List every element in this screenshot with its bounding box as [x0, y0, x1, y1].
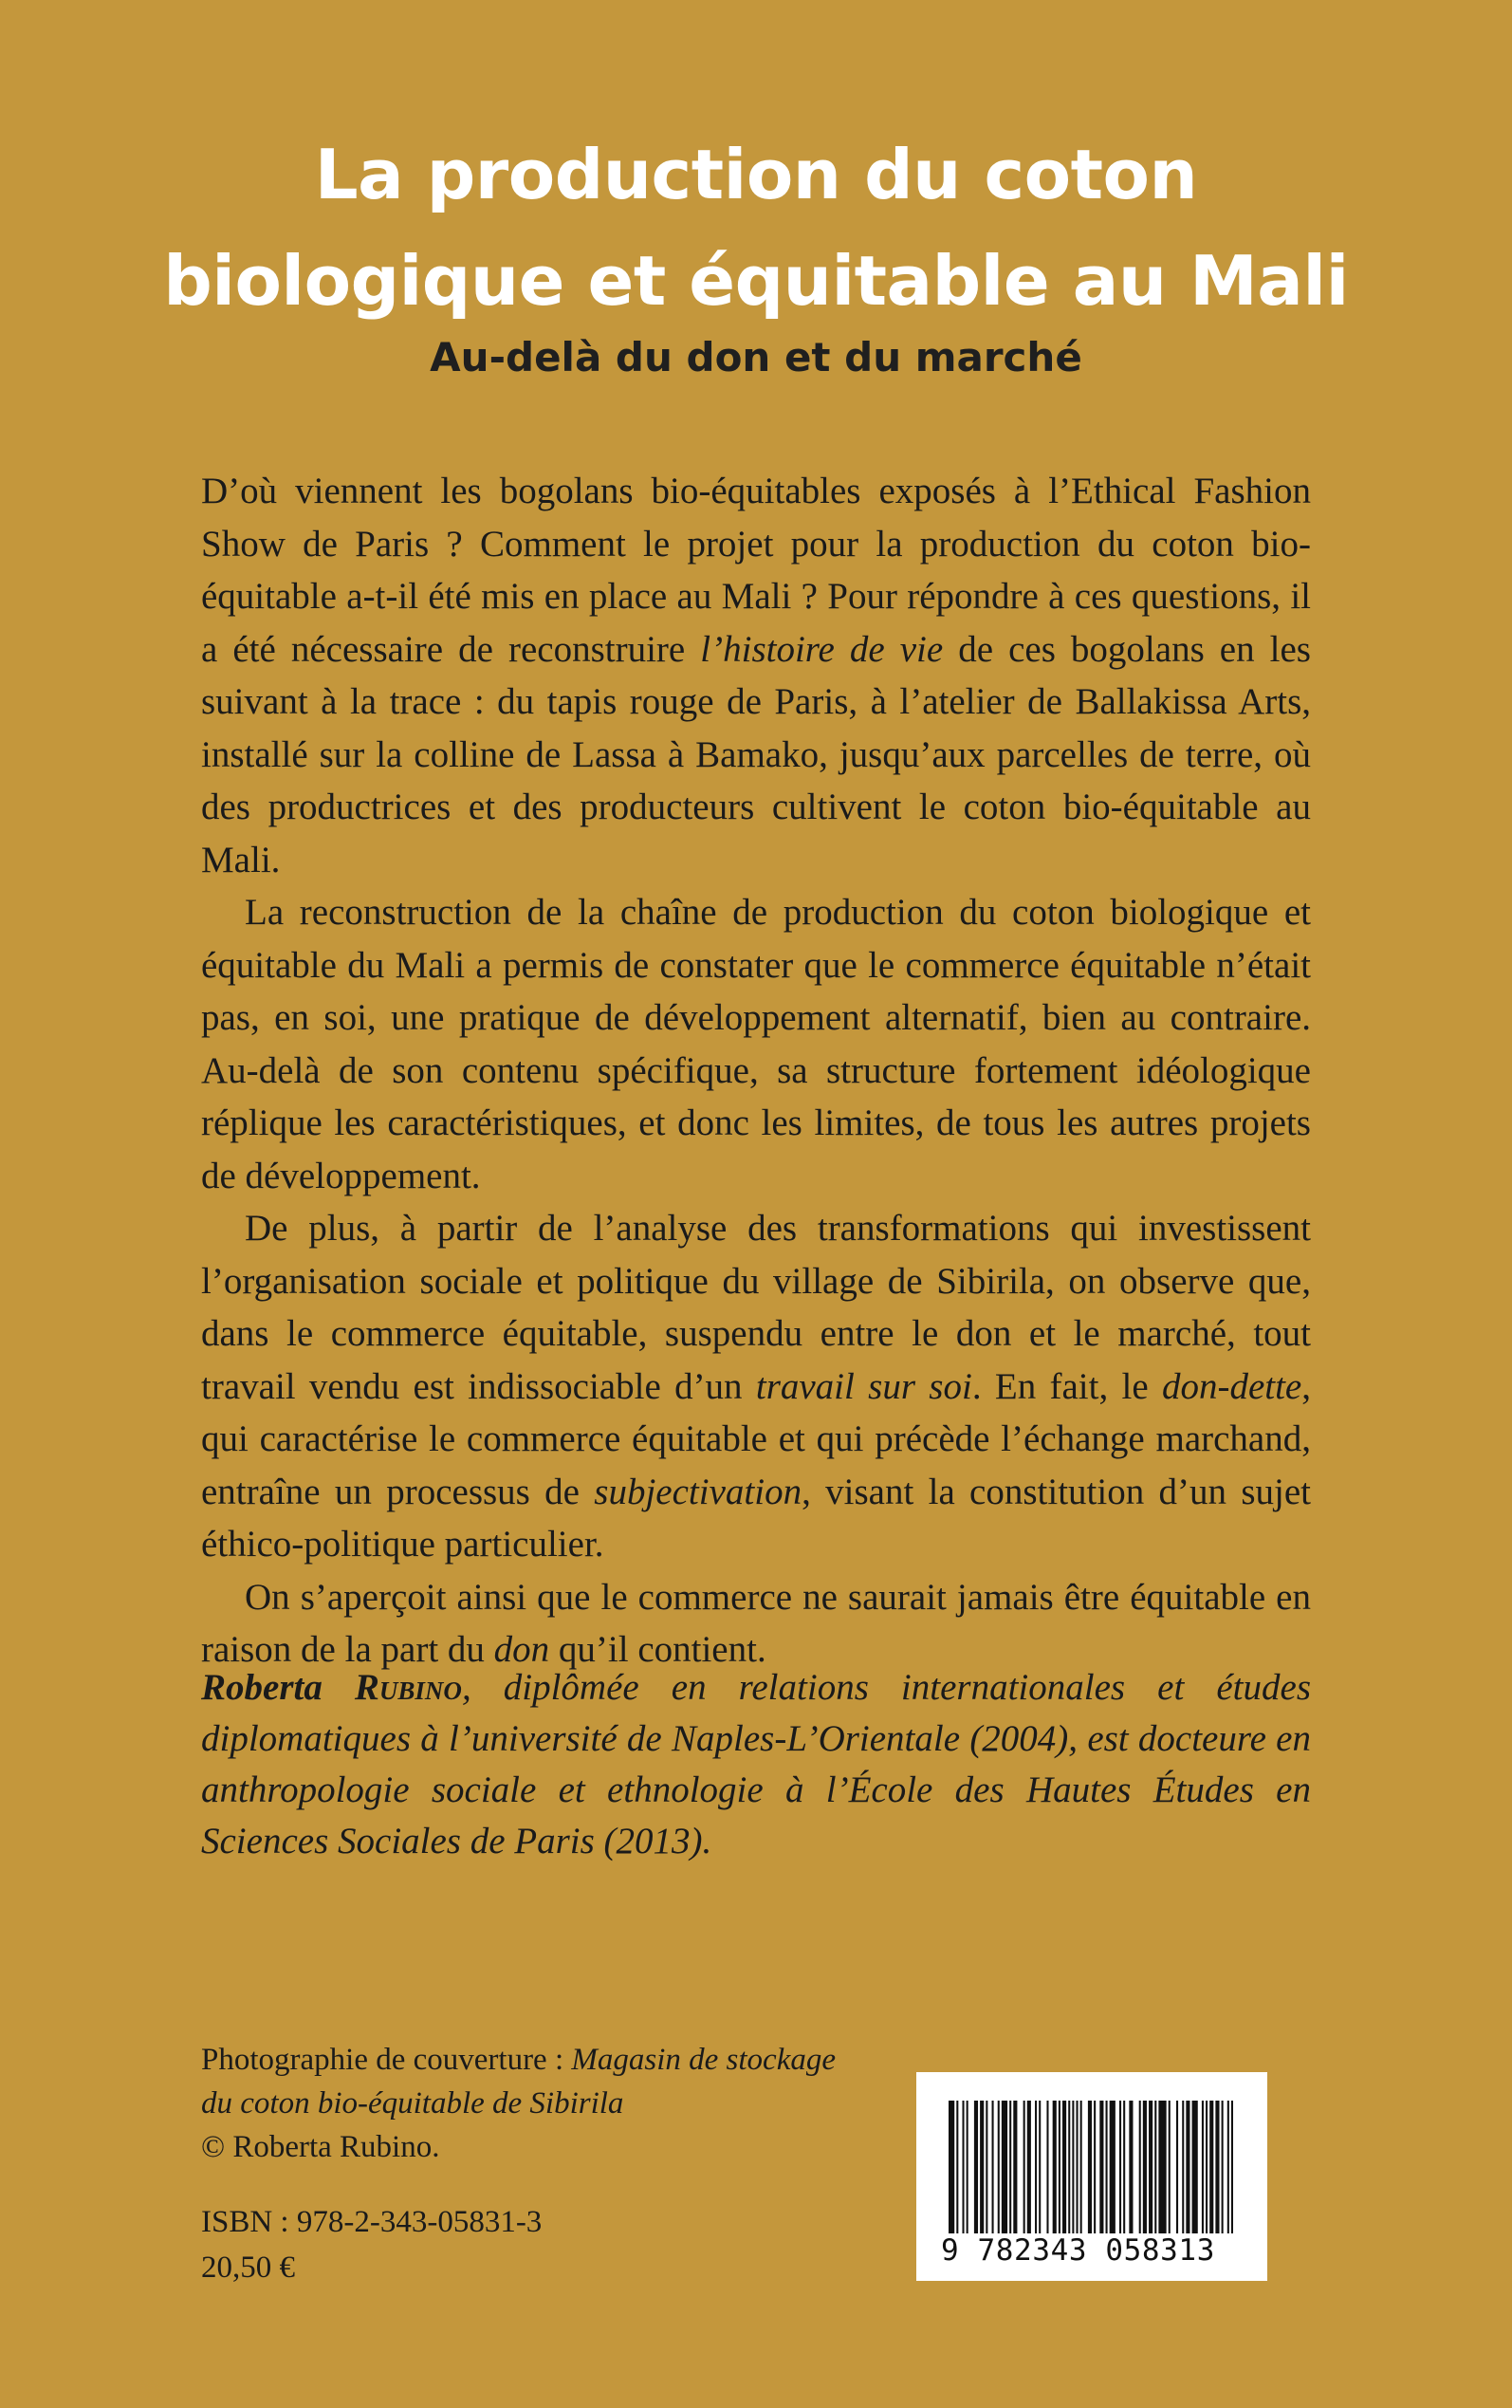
photo-credit-caption: Magasin de stockage du coton bio-équitable de Sibirila	[201, 2043, 836, 2121]
barcode-bar	[1129, 2101, 1133, 2233]
author-first-name: Roberta	[201, 1667, 355, 1708]
barcode-bar	[1094, 2101, 1096, 2233]
barcode-bar	[1202, 2101, 1204, 2233]
barcode-bar	[1139, 2101, 1141, 2233]
blurb-text: On s’aperçoit ainsi que le commerce ne saurait jamais être équitable en raison de la part du	[201, 1576, 1311, 1670]
barcode-bar	[1143, 2101, 1147, 2233]
barcode-bar	[1154, 2101, 1156, 2233]
barcode-bar	[1088, 2101, 1092, 2233]
barcode-bar	[1231, 2101, 1233, 2233]
barcode-bar	[1158, 2101, 1166, 2233]
barcode-bar	[1062, 2101, 1066, 2233]
barcode-bar	[992, 2101, 994, 2233]
title-line-2: biologique et équitable au Mali	[163, 241, 1349, 321]
blurb-text: D’où viennent les bogolans bio-équitables exposés à l’Ethical Fashion Show de Paris ? Comment le projet pour la production du coton bio-équitable a-t-il été mis en place au Mali ? Pour répondre à ces questions, il a été nécessaire de reconstruire	[201, 471, 1311, 670]
price: 20,50 €	[201, 2251, 295, 2285]
barcode-bar	[956, 2101, 958, 2233]
barcode-bar	[1009, 2101, 1011, 2233]
barcode-bar	[967, 2101, 968, 2233]
barcode-bar	[1206, 2101, 1208, 2233]
barcode-bar	[998, 2101, 1000, 2233]
barcode-bar	[1076, 2101, 1078, 2233]
barcode-bar	[1209, 2101, 1213, 2233]
blurb-paragraph-2: La reconstruction de la chaîne de production du coton biologique et équitable du Mali a permis de constater que le commerce équitable n’était pas, en soi, une pratique de développement alternatif, bien au contraire. Au-delà de son contenu spécifique, sa structure fortement idéologique réplique les caractéristiques, et donc les limites, de tous les autres projets de développement.	[201, 892, 1311, 1196]
barcode-bar	[1222, 2101, 1224, 2233]
barcode-bar	[1023, 2101, 1025, 2233]
photo-credit	[201, 2038, 865, 2169]
book-subtitle: Au-delà du don et du marché	[430, 334, 1082, 380]
blurb-emphasis: don-dette	[1161, 1365, 1302, 1407]
blurb-text: , qui caractérise le commerce équitable et qui précède l’échange marchand, entraîne un processus de	[201, 1365, 1311, 1512]
blurb-paragraph-3	[201, 1202, 1311, 1571]
barcode-bar	[1099, 2101, 1103, 2233]
barcode-bar	[1182, 2101, 1184, 2233]
barcode-bar	[1046, 2101, 1048, 2233]
barcode-bar	[980, 2101, 984, 2233]
barcode-bar	[1227, 2101, 1229, 2233]
barcode-bar	[1186, 2101, 1189, 2233]
barcode-bar	[1176, 2101, 1178, 2233]
barcode	[916, 2072, 1267, 2281]
isbn-block	[201, 2199, 542, 2290]
barcode-bar	[1123, 2101, 1125, 2233]
blurb-emphasis: subjectivation	[594, 1471, 802, 1512]
blurb-emphasis: l’histoire de vie	[700, 628, 944, 670]
barcode-digits: 9 782343 058313	[941, 2233, 1215, 2268]
barcode-bar	[962, 2101, 964, 2233]
barcode-bar	[986, 2101, 987, 2233]
back-cover-blurb	[201, 465, 1311, 1676]
barcode-bar	[1035, 2101, 1037, 2233]
barcode-bar	[1080, 2101, 1082, 2233]
barcode-bar	[1169, 2101, 1171, 2233]
barcode-bar	[1119, 2101, 1121, 2233]
barcode-bar	[1039, 2101, 1041, 2233]
barcode-bar	[1072, 2101, 1074, 2233]
barcode-bar	[1106, 2101, 1108, 2233]
book-title	[0, 121, 1512, 334]
blurb-text: . En fait, le	[971, 1365, 1162, 1407]
barcode-bar	[1059, 2101, 1060, 2233]
barcode-bar	[1053, 2101, 1057, 2233]
blurb-text: qu’il contient.	[549, 1629, 766, 1670]
barcode-bar	[949, 2101, 954, 2233]
barcode-bar	[1215, 2101, 1219, 2233]
title-line-1: La production du coton	[314, 135, 1198, 214]
barcode-bar	[1013, 2101, 1017, 2233]
blurb-paragraph-4	[201, 1571, 1311, 1676]
blurb-emphasis: travail sur soi	[755, 1365, 972, 1407]
photo-copyright: © Roberta Rubino.	[201, 2130, 440, 2164]
author-bio-text: , diplômée en relations internationales et études diplomatiques à l’université de Naples-L’Orientale (2004), est docteure en anthropologie sociale et ethnologie à l’École des Hautes Études en Sciences Sociales de Paris (2013).	[201, 1667, 1311, 1862]
barcode-bar	[1149, 2101, 1152, 2233]
blurb-emphasis: don	[493, 1629, 550, 1670]
barcode-bar	[974, 2101, 978, 2233]
barcode-bar	[1192, 2101, 1198, 2233]
author-bio	[201, 1662, 1311, 1867]
barcode-bar	[1002, 2101, 1007, 2233]
barcode-bar	[1027, 2101, 1031, 2233]
barcode-bar	[1068, 2101, 1070, 2233]
photo-credit-label: Photographie de couverture :	[201, 2043, 572, 2077]
blurb-text: De plus, à partir de l’analyse des transformations qui investissent l’organisation sociale et politique du village de Sibirila, on observe que, dans le commerce équitable, suspendu entre le don et le marché, tout travail vendu est indissociable d’un	[201, 1208, 1311, 1407]
barcode-bars	[947, 2101, 1237, 2233]
blurb-paragraph-1	[201, 465, 1311, 886]
barcode-bar	[1110, 2101, 1116, 2233]
isbn-number: ISBN : 978-2-343-05831-3	[201, 2205, 543, 2239]
blurb-text: de ces bogolans en les suivant à la trace : du tapis rouge de Paris, à l’atelier de Ballakissa Arts, installé sur la colline de Lassa à Bamako, jusqu’aux parcelles de terre, où des productrices et des producteurs cultivent le coton bio-équitable au Mali.	[201, 628, 1311, 880]
author-last-name: Rubino	[354, 1667, 462, 1708]
blurb-text: , visant la constitution d’un sujet éthico-politique particulier.	[201, 1471, 1311, 1565]
